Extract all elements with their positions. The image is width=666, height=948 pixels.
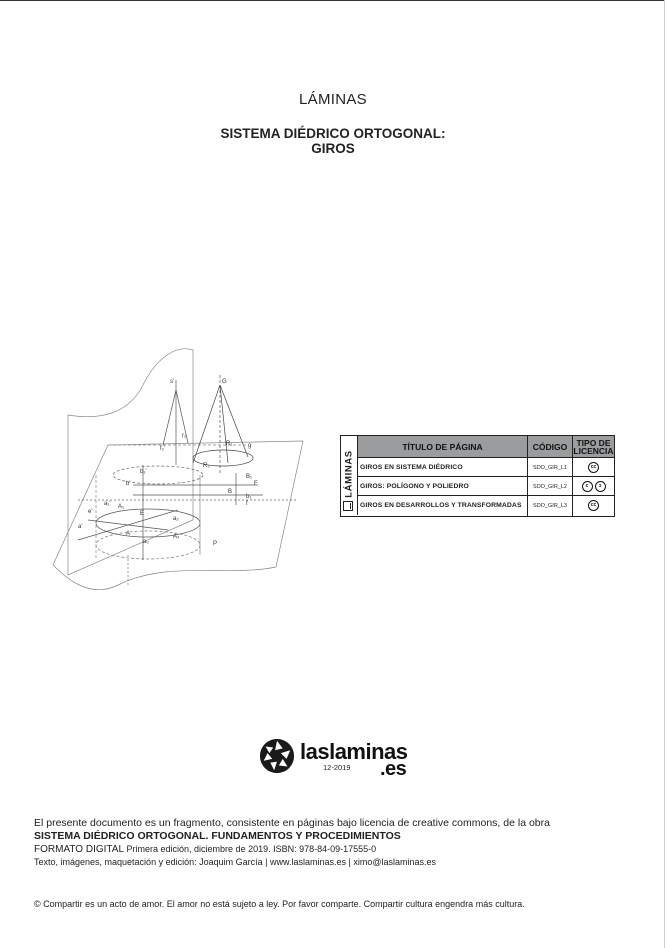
svg-text:F: F (254, 481, 258, 487)
laslaminas-logo[interactable] (258, 737, 418, 780)
share-note (34, 899, 654, 909)
table-row[interactable] (358, 477, 614, 496)
cc-license-icon: cc (588, 462, 599, 473)
svg-text:b₁: b₁ (246, 494, 252, 500)
logo-name: laslaminas (300, 739, 408, 764)
row-code: SDO_GIR_L1 (533, 464, 567, 471)
title-line-1: SISTEMA DIÉDRICO ORTOGONAL: (220, 126, 446, 141)
cc-license-icon: c (582, 481, 593, 492)
table-side-label: LÁMINAS (343, 450, 355, 498)
footer-line-4: Texto, imágenes, maquetación y edición: Joaquim García | www.laslaminas.es | ximo@laslaminas.es (34, 857, 436, 867)
page-title (0, 126, 666, 156)
svg-text:a': a' (78, 524, 83, 530)
svg-text:a₂: a₂ (173, 516, 179, 522)
row-title: GIROS EN DESARROLLOS Y TRANSFORMADAS (360, 502, 522, 509)
table-row[interactable] (358, 496, 614, 515)
header-license (573, 436, 614, 457)
aperture-logo-icon (258, 737, 296, 775)
footer-line-1: El presente documento es un fragmento, consistente en páginas bajo licencia de creative commons, de la obra (34, 817, 550, 829)
svg-text:s': s' (170, 379, 175, 385)
logo-date: 12-2019 (323, 763, 351, 772)
row-title: GIROS EN SISTEMA DIÉDRICO (360, 464, 463, 471)
table-row[interactable] (358, 458, 614, 477)
svg-text:P: P (213, 541, 218, 547)
pages-table (340, 435, 615, 517)
svg-text:f₂': f₂' (160, 446, 166, 452)
svg-text:f: f (246, 501, 248, 507)
footer-format: FORMATO DIGITAL (34, 844, 125, 855)
header-title: TÍTULO DE PÁGINA (402, 441, 483, 452)
header-license-line1: TIPO DE (576, 437, 611, 448)
table-divider (527, 436, 528, 516)
footer-credits (34, 817, 634, 869)
row-code: SDO_GIR_L3 (533, 502, 567, 509)
row-code: SDO_GIR_L2 (533, 483, 567, 490)
row-license (573, 458, 614, 477)
table-grid (358, 436, 614, 516)
row-license (573, 477, 614, 496)
table-divider (572, 436, 573, 516)
svg-text:b₁': b₁' (140, 469, 147, 475)
cc-license-icon: cc (588, 500, 599, 511)
svg-text:A₁: A₁ (118, 504, 125, 510)
svg-text:B: B (228, 489, 233, 495)
copyleft-icon: © (34, 899, 41, 909)
svg-text:e': e' (88, 509, 93, 515)
share-text: Compartir es un acto de amor. El amor no está sujeto a ley. Por favor comparte. Compartir cultura engendra más cultura. (43, 899, 525, 909)
svg-text:a₀: a₀ (143, 539, 149, 545)
svg-text:g: g (248, 443, 252, 449)
dihedral-rotation-figure (48, 345, 308, 607)
title-line-2: GIROS (311, 141, 355, 156)
footer-work-title: SISTEMA DIÉDRICO ORTOGONAL. FUNDAMENTOS Y PROCEDIMIENTOS (34, 830, 401, 842)
svg-text:R₁: R₁ (226, 441, 233, 447)
svg-text:a₁': a₁' (104, 501, 111, 507)
footer-edition: Primera edición, diciembre de 2019. ISBN: 978-84-09-17555-0 (124, 844, 377, 854)
svg-text:r₂: r₂ (182, 433, 187, 439)
book-icon (343, 501, 353, 511)
row-license (573, 496, 614, 515)
header-code: CÓDIGO (532, 441, 568, 452)
svg-text:b': b' (126, 481, 131, 487)
series-label: LÁMINAS (299, 91, 367, 108)
svg-text:A: A (126, 531, 131, 537)
table-header (358, 436, 614, 458)
svg-text:B₁: B₁ (246, 474, 253, 480)
logo-tld: .es (380, 758, 407, 780)
header-license-line2: LICENCIA (573, 445, 614, 456)
attribution-license-icon: ɔ (595, 481, 606, 492)
footer-line-3 (34, 843, 634, 856)
table-body (358, 458, 614, 516)
top-border (0, 0, 664, 1)
svg-text:A₂: A₂ (173, 534, 180, 540)
svg-text:G: G (222, 379, 227, 385)
table-side-column (341, 436, 358, 515)
svg-text:R₂: R₂ (203, 463, 210, 469)
svg-text:E: E (140, 511, 145, 517)
row-title: GIROS: POLÍGONO Y POLIEDRO (360, 483, 469, 490)
